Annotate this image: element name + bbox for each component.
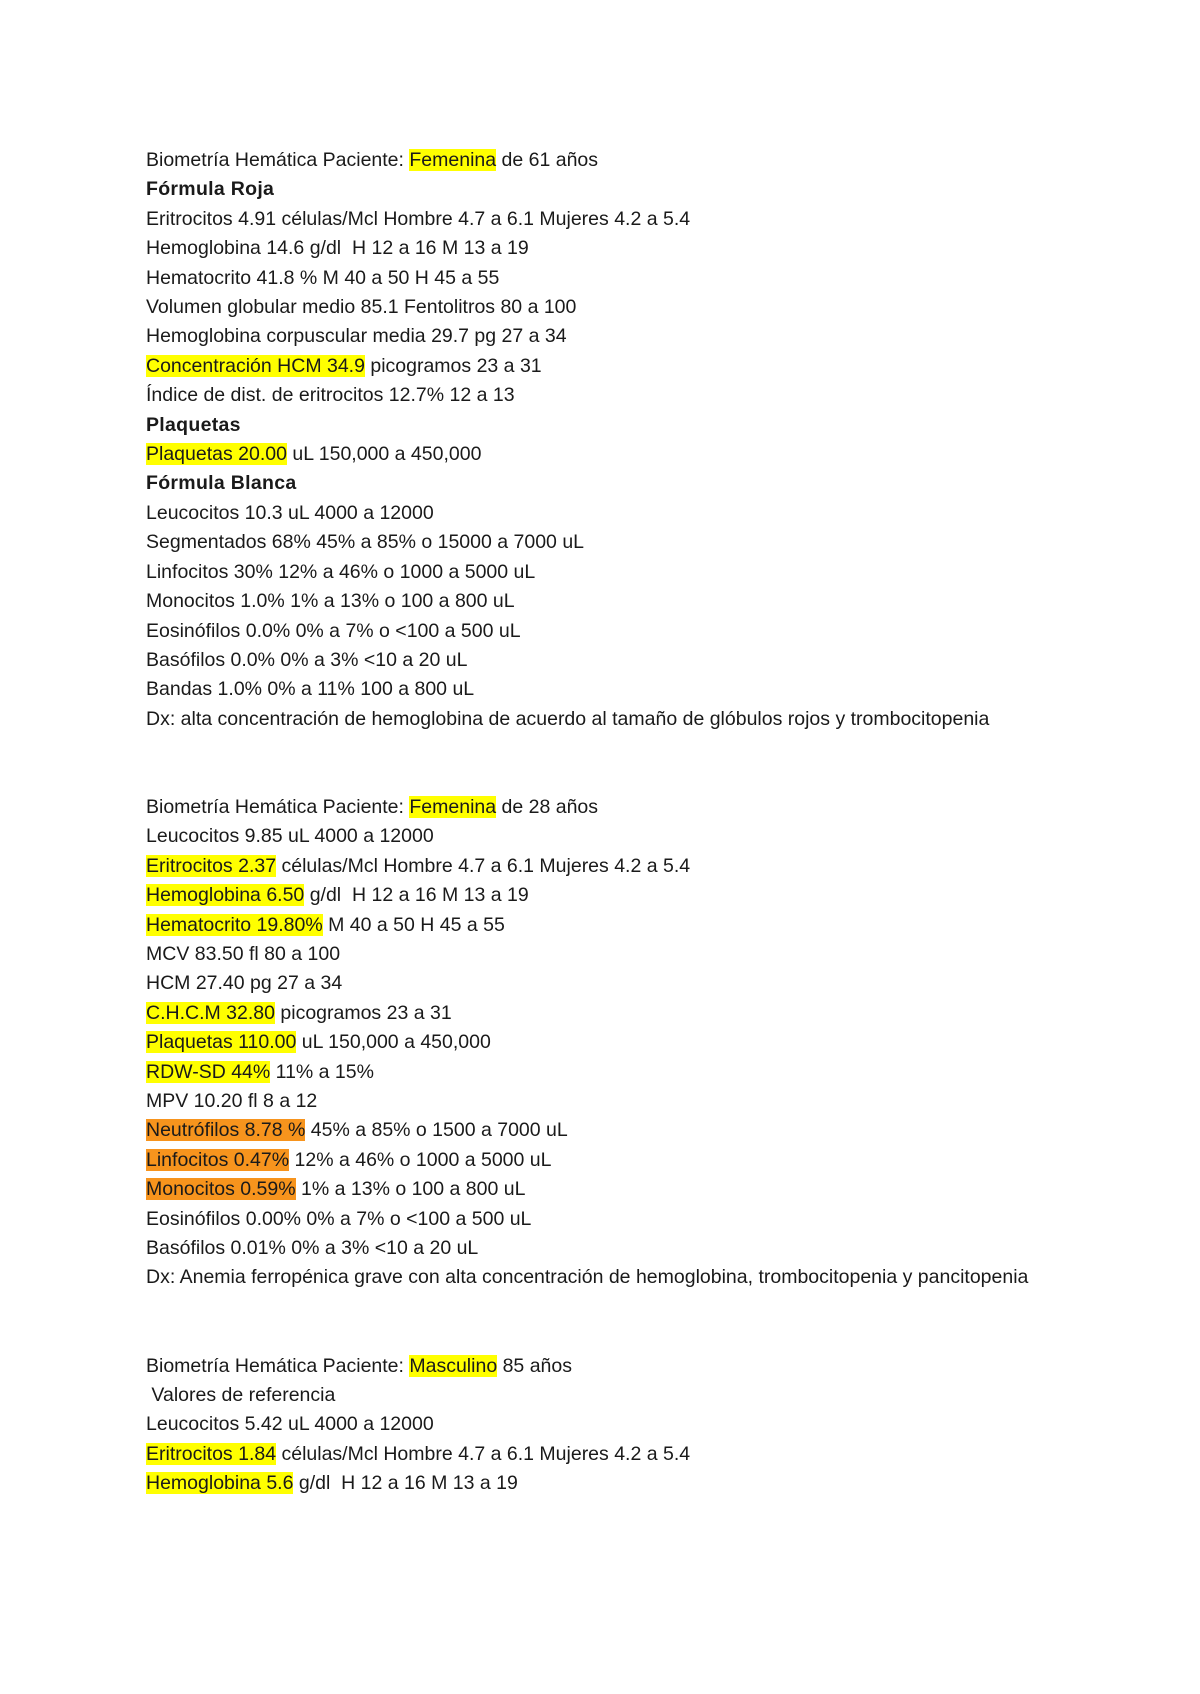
reference-range: uL 150,000 a 450,000 [286,443,482,466]
subheading-formula-blanca: Fórmula Blanca [146,472,297,495]
lab-line: Segmentados 68% 45% a 85% o 15000 a 7000 uL [146,531,585,554]
reference-range: 45% a 85% o 1500 a 7000 uL [305,1119,568,1142]
lab-line: Leucocitos 9.85 uL 4000 a 12000 [146,825,434,848]
subheading-formula-roja: Fórmula Roja [146,178,275,201]
patient-section-2 [146,793,1046,1293]
lab-line [146,1469,1046,1498]
lab-line [146,852,1046,881]
highlighted-value: RDW-SD 44% [146,1060,271,1083]
patient-sex-highlight: Femenina [409,149,497,171]
patient-section-3 [146,1352,1046,1499]
reference-range: g/dl H 12 a 16 M 13 a 19 [293,1472,518,1495]
patient-age: de 28 años [496,795,599,818]
section-header [146,793,1046,822]
lab-line [146,1175,1046,1204]
highlighted-value-orange: Linfocitos 0.47% [146,1148,290,1171]
reference-range: M 40 a 50 H 45 a 55 [322,913,505,936]
lab-line: Monocitos 1.0% 1% a 13% o 100 a 800 uL [146,590,515,613]
patient-age: 85 años [497,1354,572,1377]
reference-range: uL 150,000 a 450,000 [296,1031,491,1054]
subheading-plaquetas: Plaquetas [146,413,241,436]
lab-line: Eosinófilos 0.0% 0% a 7% o <100 a 500 uL [146,619,521,642]
reference-range: células/Mcl Hombre 4.7 a 6.1 Mujeres 4.2 a 5.4 [276,854,691,877]
highlighted-value: Hemoglobina 5.6 [146,1472,294,1495]
document-body [146,146,1046,1499]
header-prefix: Biometría Hemática Paciente: [146,1354,410,1377]
highlighted-value: Eritrocitos 2.37 [146,854,277,877]
patient-section-1 [146,146,1046,734]
lab-line [146,352,1046,381]
section-header [146,1352,1046,1381]
lab-line: Volumen globular medio 85.1 Fentolitros 80 a 100 [146,296,577,319]
reference-range: 11% a 15% [270,1060,374,1083]
lab-line: Hemoglobina 14.6 g/dl H 12 a 16 M 13 a 19 [146,237,529,260]
reference-range: g/dl H 12 a 16 M 13 a 19 [304,884,529,907]
highlighted-value: Hematocrito 19.80% [146,913,323,936]
header-prefix: Biometría Hemática Paciente: [146,795,410,818]
lab-line: Basófilos 0.01% 0% a 3% <10 a 20 uL [146,1237,479,1260]
lab-line: Linfocitos 30% 12% a 46% o 1000 a 5000 uL [146,560,536,583]
highlighted-value-orange: Monocitos 0.59% [146,1178,296,1201]
lab-line [146,440,1046,469]
diagnosis: Dx: alta concentración de hemoglobina de acuerdo al tamaño de glóbulos rojos y trombocitopenia [146,707,990,730]
diagnosis: Dx: Anemia ferropénica grave con alta concentración de hemoglobina, trombocitopenia y pancitopenia [146,1266,1029,1289]
lab-line [146,881,1046,910]
lab-line: Bandas 1.0% 0% a 11% 100 a 800 uL [146,678,475,701]
lab-line: HCM 27.40 pg 27 a 34 [146,972,343,995]
lab-line: MCV 83.50 fl 80 a 100 [146,942,341,965]
reference-range: picogramos 23 a 31 [364,354,542,377]
lab-line: Leucocitos 5.42 uL 4000 a 12000 [146,1413,434,1436]
highlighted-value: Plaquetas 20.00 [146,443,287,466]
lab-line [146,999,1046,1028]
reference-range: células/Mcl Hombre 4.7 a 6.1 Mujeres 4.2 a 5.4 [276,1442,691,1465]
lab-line: Hemoglobina corpuscular media 29.7 pg 27 a 34 [146,325,567,348]
section-header [146,146,1046,175]
patient-sex-highlight: Femenina [409,795,497,818]
lab-line [146,1028,1046,1057]
highlighted-value: Hemoglobina 6.50 [146,884,305,907]
patient-sex-highlight: Masculino [409,1354,498,1377]
highlighted-value-orange: Neutrófilos 8.78 % [146,1119,306,1142]
highlighted-value: Eritrocitos 1.84 [146,1442,277,1465]
lab-line [146,1116,1046,1145]
reference-range: 12% a 46% o 1000 a 5000 uL [289,1148,552,1171]
lab-line: Eosinófilos 0.00% 0% a 7% o <100 a 500 uL [146,1207,532,1230]
lab-line: Basófilos 0.0% 0% a 3% <10 a 20 uL [146,648,468,671]
highlighted-value: Plaquetas 110.00 [146,1031,297,1054]
lab-line [146,1146,1046,1175]
lab-line: Eritrocitos 4.91 células/Mcl Hombre 4.7 a 6.1 Mujeres 4.2 a 5.4 [146,207,691,230]
reference-values-label: Valores de referencia [146,1384,336,1407]
highlighted-value: Concentración HCM 34.9 [146,354,365,377]
lab-line: Índice de dist. de eritrocitos 12.7% 12 a 13 [146,384,515,407]
lab-line [146,911,1046,940]
header-prefix: Biometría Hemática Paciente: [146,149,410,171]
lab-line: Leucocitos 10.3 uL 4000 a 12000 [146,501,434,524]
patient-age: de 61 años [496,149,599,171]
lab-line: Hematocrito 41.8 % M 40 a 50 H 45 a 55 [146,266,500,289]
highlighted-value: C.H.C.M 32.80 [146,1001,275,1024]
reference-range: picogramos 23 a 31 [274,1001,452,1024]
lab-line [146,1440,1046,1469]
reference-range: 1% a 13% o 100 a 800 uL [295,1178,526,1201]
lab-line [146,1058,1046,1087]
lab-line: MPV 10.20 fl 8 a 12 [146,1089,318,1112]
